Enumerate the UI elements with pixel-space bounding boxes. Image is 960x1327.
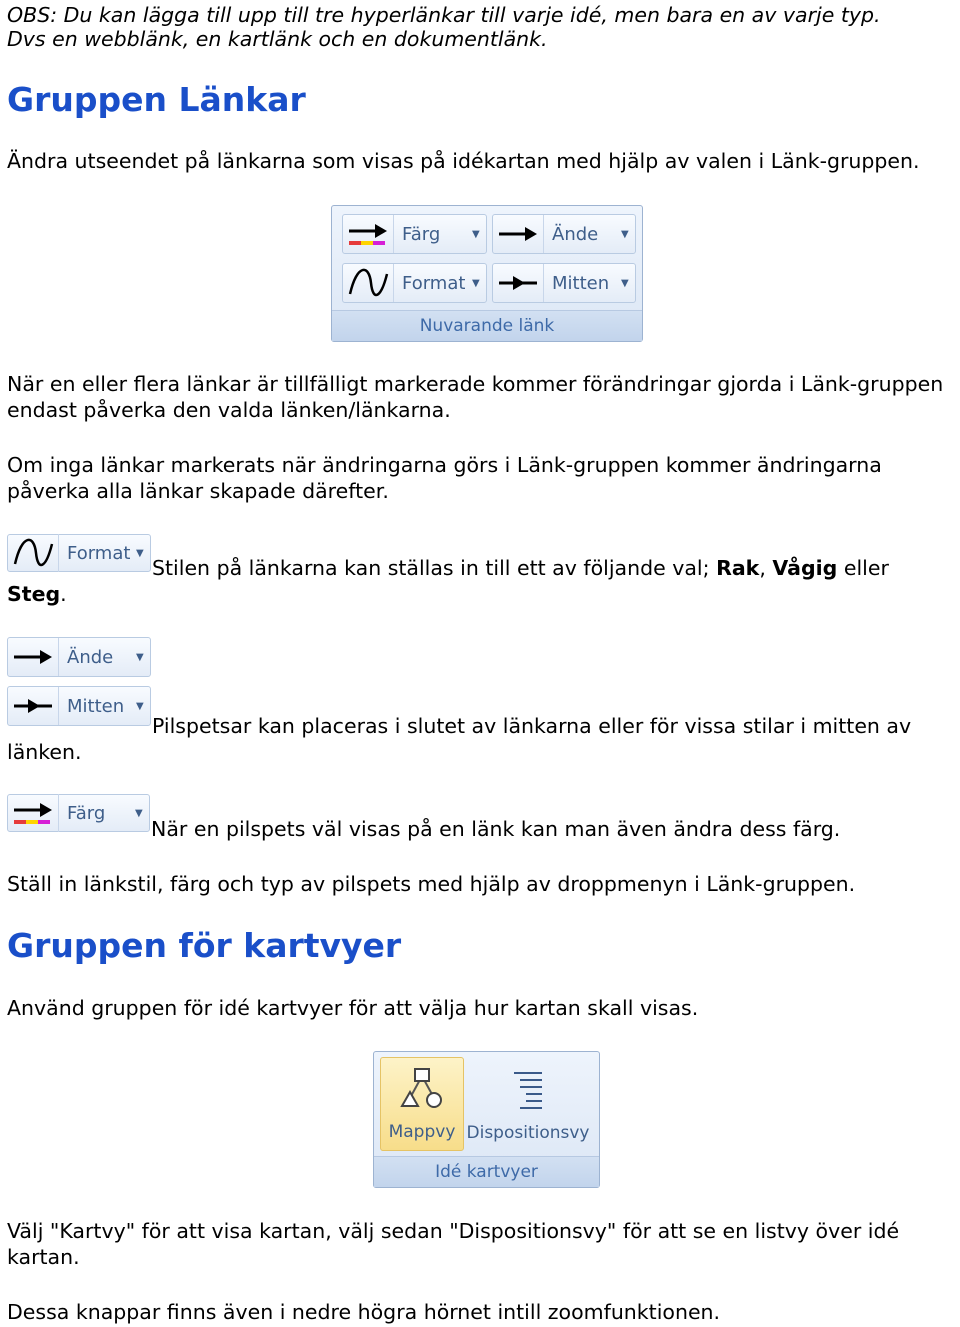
chevron-down-icon: ▼ [136,651,144,663]
end-label: Ände [67,646,114,668]
para-no-links: Om inga länkar markerats när ändringarna görs i Länk-gruppen kommer ändringarna påverka alla länkar skapade därefter. [7,453,882,503]
chevron-down-icon: ▼ [621,277,629,289]
link-color-label: Färg [402,223,441,245]
link-format-button[interactable] [342,263,487,303]
color-arrow-icon [8,794,59,832]
wavy-line-icon [343,264,394,302]
para-views: Välj "Kartvy" för att visa kartan, välj sedan "Dispositionsvy" för att se en listvy över idé kartan. [7,1219,900,1269]
current-link-group-label: Nuvarande länk [332,310,642,341]
end-button[interactable] [7,637,151,677]
outline-view-label: Dispositionsvy [466,1123,590,1143]
option-rak: Rak [716,556,760,580]
para-selected-links: När en eller flera länkar är tillfälligt markerade kommer förändringar gjorda i Länk-gruppen endast påverka den valda länken/länkarna. [7,372,944,422]
link-end-button[interactable] [492,214,636,254]
link-color-button[interactable] [342,214,487,254]
map-views-group-label: Idé kartvyer [374,1156,599,1187]
arrow-end-icon [8,638,59,676]
current-link-ribbon-group [331,205,643,342]
period: . [60,582,67,606]
middle-label: Mitten [67,695,125,717]
chevron-down-icon: ▼ [135,807,143,819]
map-view-label: Mappvy [388,1122,456,1142]
map-view-icon [398,1066,446,1116]
obs-line-1: OBS: Du kan lägga till upp till tre hyperlänkar till varje idé, men bara en av varje typ. [7,3,881,27]
heading-links-group: Gruppen Länkar [7,80,306,119]
format-description [152,555,952,581]
outline-view-button[interactable] [466,1057,590,1151]
arrow-description: Pilspetsar kan placeras i slutet av länkarna eller för vissa stilar i mitten av länken. [7,714,912,764]
chevron-down-icon: ▼ [472,228,480,240]
para-dropdown: Ställ in länkstil, färg och typ av pilspets med hjälp av droppmenyn i Länk-gruppen. [7,872,856,896]
option-vagig: Vågig [772,556,838,580]
outline-view-icon [504,1067,552,1117]
chevron-down-icon: ▼ [136,700,144,712]
chevron-down-icon: ▼ [472,277,480,289]
color-arrow-icon [343,215,394,253]
map-view-button[interactable] [380,1057,464,1151]
color-label: Färg [67,802,106,824]
color-description: När en pilspets väl visas på en länk kan man även ändra dess färg. [151,817,841,841]
chevron-down-icon: ▼ [136,547,144,559]
chevron-down-icon: ▼ [621,228,629,240]
heading-map-views: Gruppen för kartvyer [7,926,402,965]
eller-text: eller [837,556,889,580]
format-button[interactable] [7,534,151,572]
format-text: Stilen på länkarna kan ställas in till ett av följande val; [152,556,717,580]
color-button[interactable] [7,794,150,832]
format-description-end [7,581,953,607]
arrow-end-icon [493,215,544,253]
map-views-ribbon-group [373,1051,600,1188]
para-zoom: Dessa knappar finns även i nedre högra hörnet intill zoomfunktionen. [7,1300,721,1324]
intro-map-views: Använd gruppen för idé kartvyer för att välja hur kartan skall visas. [7,996,699,1020]
arrow-middle-icon [493,264,544,302]
comma: , [759,556,773,580]
link-middle-button[interactable] [492,263,636,303]
obs-line-2: Dvs en webblänk, en kartlänk och en dokumentlänk. [7,27,548,51]
link-end-label: Ände [552,223,599,245]
link-format-label: Format [402,272,466,294]
option-steg: Steg [7,582,61,606]
wavy-line-icon [8,534,59,572]
format-label: Format [67,542,131,564]
link-middle-label: Mitten [552,272,610,294]
intro-links: Ändra utseendet på länkarna som visas på idékartan med hjälp av valen i Länk-gruppen. [7,149,920,173]
